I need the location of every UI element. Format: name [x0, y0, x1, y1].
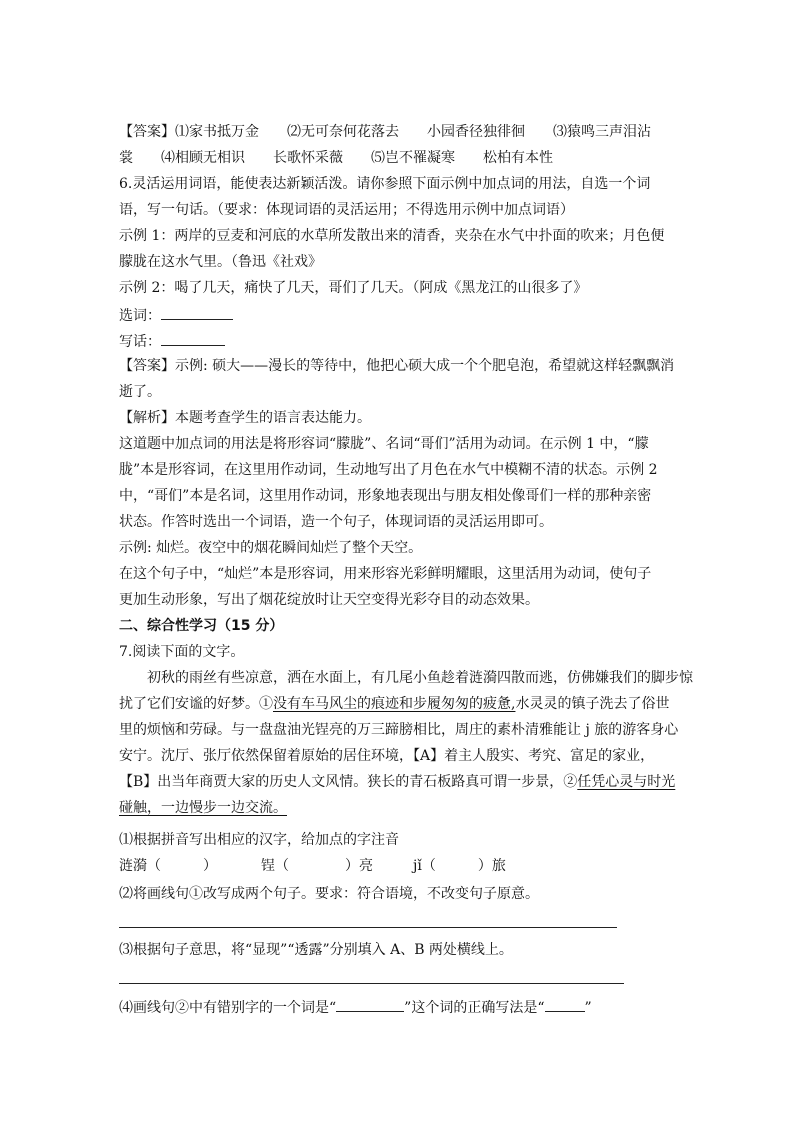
correct-word-blank[interactable] [545, 997, 585, 1012]
passage-line-2-rest: 水灵灵的镇子洗去了俗世 [515, 696, 670, 712]
answer-line-2: 裳 ⑷相顾无相识 长歌怀采薇 ⑸岂不罹凝寒 松柏有本性 [119, 150, 553, 166]
sub-question-3: ⑶根据句子意思，将“显现”“透露”分别填入 A、B 两处横线上。 [119, 942, 513, 958]
q6-answer-line-1: 【答案】示例: 硕大——漫长的等待中，他把心硕大成一个个肥皂泡，希望就这样轻飘飘消 [119, 358, 675, 374]
sub-question-4-mid: ”这个词的正确写法是“ [404, 1000, 545, 1016]
sub-question-4-end: ” [584, 1000, 592, 1016]
sub-question-1: ⑴根据拼音写出相应的汉字，给加点的字注音 [119, 832, 399, 848]
q6-analysis-title: 【解析】本题考查学生的语言表达能力。 [119, 410, 371, 426]
q6-analysis-line: 这道题中加点词的用法是将形容词“朦胧”、名词“哥们”活用为动词。在示例 1 中，“朦 [119, 436, 649, 452]
underlined-sentence-1: 没有车马风尘的痕迹和步履匆匆的疲惫, [273, 696, 516, 712]
item-zeng: 锃（ [261, 858, 289, 874]
example-2: 示例 2：喝了几天，痛快了几天，哥们了几天。（阿成《黑龙江的山很多了》 [119, 280, 588, 296]
answer-line-sub-2[interactable] [119, 927, 617, 928]
item-lianyi-close: ） [203, 858, 217, 874]
write-sentence-row [119, 331, 225, 351]
underlined-sentence-2-part-1: 任凭心灵与时光 [577, 774, 676, 790]
question-7-title: 7.阅读下面的文字。 [119, 644, 245, 660]
answer-line-1: 【答案】⑴家书抵万金 ⑵无可奈何花落去 小园香径独徘徊 ⑶猿鸣三声泪沾 [119, 124, 651, 140]
passage-line-4: 安宁。沈厅、张厅依然保留着原始的居住环境，【A】着主人殷实、考究、富足的家业， [119, 748, 655, 764]
wrong-word-blank[interactable] [336, 997, 404, 1012]
underlined-sentence-2-part-2: 碰触，一边慢步一边交流。 [119, 800, 287, 816]
passage-line-1: 初秋的雨丝有些凉意，洒在水面上，有几尾小鱼趁着涟漪四散而逃，仿佛嫌我们的脚步惊 [147, 670, 693, 686]
question-6-line-1: 6.灵活运用词语，能使表达新颖活泼。请你参照下面示例中加点词的用法，自选一个词 [119, 176, 651, 192]
sub-question-1-items [119, 857, 506, 875]
passage-line-3: 里的烦恼和劳碌。与一盘盘油光锃亮的万三蹄膀相比，周庄的素朴清雅能让 j 旅的游客身心 [119, 722, 679, 738]
q6-analysis-line: 状态。作答时选出一个词语，造一个句子，体现词语的灵活运用即可。 [119, 514, 553, 530]
select-word-blank[interactable] [161, 305, 233, 320]
sub-question-2: ⑵将画线句①改写成两个句子。要求：符合语境，不改变句子原意。 [119, 886, 539, 902]
sub-question-4-pre: ⑷画线句②中有错别字的一个词是“ [119, 1000, 337, 1016]
passage-line-2 [119, 695, 669, 713]
section-2-heading: 二、综合性学习（15 分） [119, 618, 284, 634]
passage-line-6 [119, 799, 287, 817]
q6-analysis-2-line-1: 在这个句子中，“灿烂”本是形容词，用来形容光彩鲜明耀眼，这里活用为动词，使句子 [119, 566, 652, 582]
write-sentence-label: 写话： [119, 334, 161, 350]
q6-example-3: 示例: 灿烂。夜空中的烟花瞬间灿烂了整个天空。 [119, 540, 423, 556]
item-ji-close: ）旅 [477, 858, 506, 874]
q6-analysis-line: 胧”本是形容词，在这里用作动词，生动地写出了月色在水气中模糊不清的状态。示例 2 [119, 462, 658, 478]
item-lianyi: 涟漪（ [119, 858, 161, 874]
passage-line-2-pre: 扰了它们安谧的好梦。① [119, 696, 273, 712]
q6-answer-line-2: 逝了。 [119, 384, 161, 400]
passage-line-5-pre: 【B】出当年商贾大家的历史人文风情。狭长的青石板路真可谓一步景，② [119, 774, 578, 790]
item-ji: jǐ（ [413, 858, 436, 874]
q6-analysis-line: 中，“哥们”本是名词，这里用作动词，形象地表现出与朋友相处像哥们一样的那种亲密 [119, 488, 652, 504]
q6-analysis-2-line-2: 更加生动形象，写出了烟花绽放时让天空变得光彩夺目的动态效果。 [119, 592, 539, 608]
select-word-label: 选词： [119, 308, 161, 324]
example-1-line-2: 朦胧在这水气里。（鲁迅《社戏》 [119, 254, 322, 270]
select-word-row [119, 305, 233, 325]
answer-line-sub-3[interactable] [119, 983, 624, 984]
item-zeng-close: ）亮 [345, 858, 373, 874]
sub-question-4 [119, 997, 592, 1017]
question-6-line-2: 语，写一句话。（要求：体现词语的灵活运用；不得选用示例中加点词语） [119, 202, 574, 218]
passage-line-5 [119, 773, 675, 791]
example-1-line-1: 示例 1：两岸的豆麦和河底的水草所发散出来的清香，夹杂在水气中扑面的吹来；月色便 [119, 228, 665, 244]
write-sentence-blank[interactable] [161, 331, 225, 346]
